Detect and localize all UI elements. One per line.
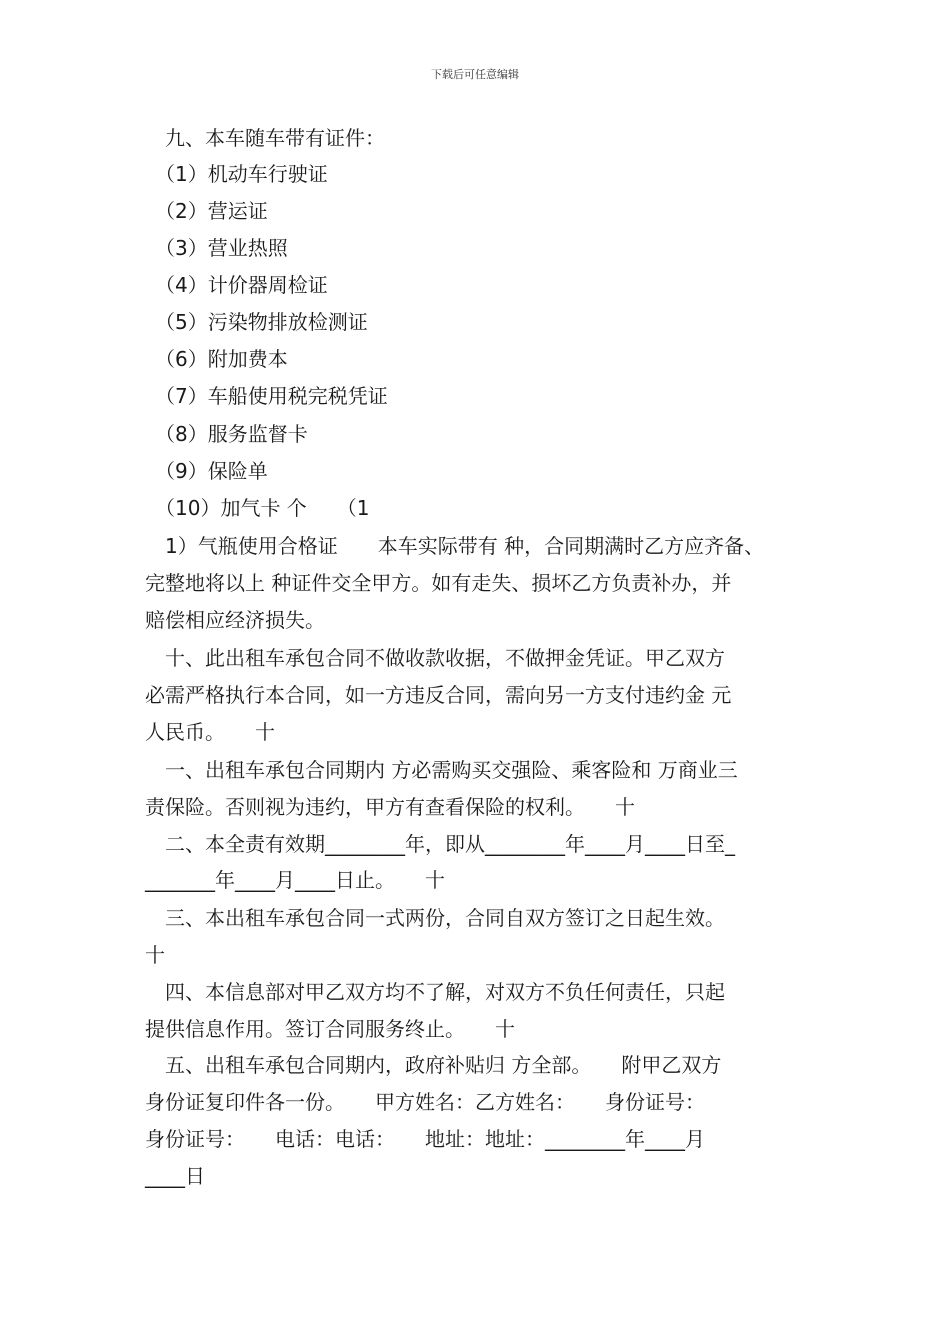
text-line: （8）服务监督卡: [145, 422, 308, 446]
text-line: 完整地将以上 种证件交全甲方。如有走失、损坏乙方负责补办，并: [145, 571, 732, 595]
text-line: （2）营运证: [145, 199, 268, 223]
text-line: 赔偿相应经济损失。: [145, 608, 325, 632]
text-line: 提供信息作用。签订合同服务终止。 十: [145, 1017, 515, 1041]
text-line: （4）计价器周检证: [145, 273, 328, 297]
text-line: 三、本出租车承包合同一式两份，合同自双方签订之日起生效。: [145, 906, 725, 930]
text-line: 一、出租车承包合同期内 方必需购买交强险、乘客险和 万商业三: [145, 758, 738, 782]
text-line: 身份证复印件各一份。 甲方姓名：乙方姓名： 身份证号：: [145, 1090, 705, 1114]
text-line: （3）营业热照: [145, 236, 288, 260]
text-line: （7）车船使用税完税凭证: [145, 384, 388, 408]
text-line: ____日: [145, 1164, 205, 1188]
text-line: 人民币。 十: [145, 720, 275, 744]
text-line: （1）机动车行驶证: [145, 162, 328, 186]
text-line: 十、此出租车承包合同不做收款收据，不做押金凭证。甲乙双方: [145, 646, 725, 670]
text-line: （10）加气卡 个 （1: [145, 496, 370, 520]
text-line: 身份证号： 电话：电话： 地址：地址：________年____月: [145, 1127, 705, 1151]
text-line: （5）污染物排放检测证: [145, 310, 368, 334]
text-line: （9）保险单: [145, 459, 268, 483]
text-line: （6）附加费本: [145, 347, 288, 371]
text-line: 四、本信息部对甲乙双方均不了解，对双方不负任何责任，只起: [145, 980, 725, 1004]
text-line: 十: [145, 943, 165, 967]
text-line: 责保险。否则视为违约，甲方有查看保险的权利。 十: [145, 795, 635, 819]
text-line: 二、本全责有效期________年，即从________年____月____日至_: [145, 832, 735, 856]
text-line: 必需严格执行本合同，如一方违反合同，需向另一方支付违约金 元: [145, 683, 732, 707]
text-line: _______年____月____日止。 十: [145, 868, 445, 892]
page-header: 下载后可任意编辑: [431, 68, 519, 81]
text-line: 五、出租车承包合同期内，政府补贴归 方全部。 附甲乙双方: [145, 1053, 722, 1077]
text-line: 九、本车随车带有证件：: [145, 126, 385, 150]
text-line: 1）气瓶使用合格证 本车实际带有 种，合同期满时乙方应齐备、: [145, 534, 765, 558]
